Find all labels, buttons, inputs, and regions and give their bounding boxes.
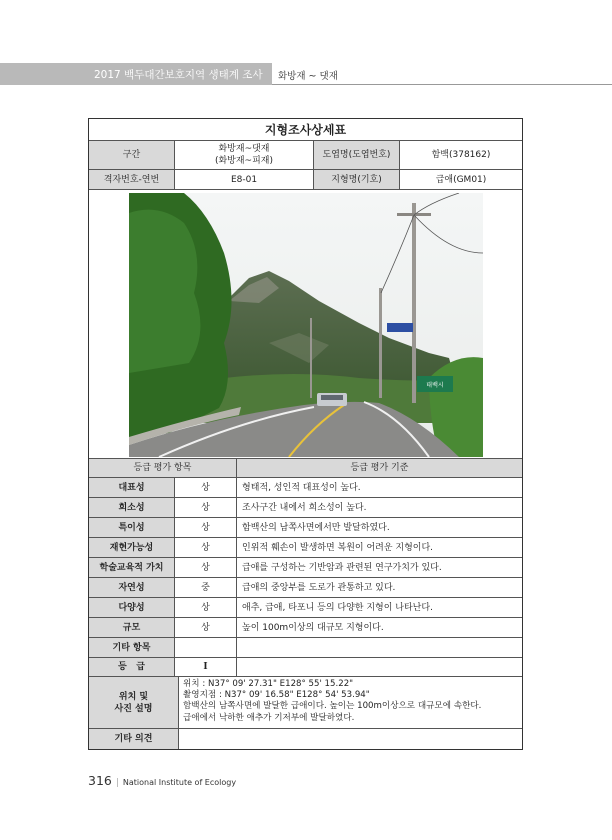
grade-criteria: 인위적 훼손이 발생하면 복원이 어려운 지형이다. bbox=[242, 542, 434, 553]
landform-label: 지형명(기호) bbox=[314, 170, 400, 189]
grade-criteria-header: 등급 평가 기준 bbox=[237, 459, 522, 477]
grade-criteria bbox=[237, 638, 522, 657]
landform-survey-table bbox=[88, 118, 523, 750]
section-value bbox=[175, 141, 314, 169]
location-label bbox=[89, 677, 179, 728]
grade-value: 중 bbox=[175, 578, 237, 597]
grid-row bbox=[89, 170, 522, 190]
grade-item: 재현가능성 bbox=[89, 538, 175, 557]
header-subtitle: 화방재 ~ 댓재 bbox=[278, 71, 338, 82]
location-line: 함백산의 남쪽사면에 발달한 급애이다. 높이는 100m이상으로 대규모에 속한다. bbox=[183, 701, 482, 712]
page-number: 316 bbox=[88, 773, 112, 788]
other-opinion-label: 기타 의견 bbox=[89, 729, 179, 749]
left-trees-highlight bbox=[129, 210, 200, 373]
grade-value: 상 bbox=[175, 498, 237, 517]
section-value-line2: (화방재~피재) bbox=[214, 156, 274, 166]
table-title: 지형조사상세표 bbox=[264, 122, 347, 137]
table-row bbox=[89, 618, 522, 638]
road-cliff-photo bbox=[129, 193, 483, 457]
grid-value: E8-01 bbox=[175, 170, 314, 189]
location-row bbox=[89, 677, 522, 729]
grade-item: 자연성 bbox=[89, 578, 175, 597]
grade-value: 상 bbox=[175, 478, 237, 497]
section-value-line1: 화방재~댓재 bbox=[218, 144, 270, 154]
grade-item: 대표성 bbox=[89, 478, 175, 497]
running-header bbox=[0, 63, 612, 85]
map-sheet-value: 함백(378162) bbox=[431, 150, 491, 160]
table-row bbox=[89, 658, 522, 677]
grade-value: I bbox=[175, 658, 237, 676]
utility-pole-1 bbox=[412, 203, 416, 403]
grade-value: 상 bbox=[175, 598, 237, 617]
grade-criteria: 급애의 중앙부를 도로가 관통하고 있다. bbox=[242, 582, 396, 593]
grade-criteria: 조사구간 내에서 희소성이 높다. bbox=[242, 502, 367, 513]
grade-item: 희소성 bbox=[89, 498, 175, 517]
location-label-line2: 사진 설명 bbox=[114, 703, 153, 714]
utility-pole-2 bbox=[379, 288, 382, 398]
grade-item: 특이성 bbox=[89, 518, 175, 537]
grade-header-row bbox=[89, 459, 522, 478]
table-row bbox=[89, 498, 522, 518]
grade-value: 상 bbox=[175, 518, 237, 537]
map-sheet-label: 도엽명(도엽번호) bbox=[314, 141, 400, 169]
grade-items-header: 등급 평가 항목 bbox=[89, 459, 237, 477]
location-line: 촬영지점 : N37° 09' 16.58" E128° 54' 53.94" bbox=[183, 690, 370, 701]
location-line: 위치 : N37° 09' 27.31" E128° 55' 15.22" bbox=[183, 679, 354, 689]
grade-value bbox=[175, 638, 237, 657]
section-row bbox=[89, 141, 522, 170]
table-row bbox=[89, 478, 522, 498]
grade-item: 규모 bbox=[89, 618, 175, 637]
grade-criteria: 높이 100m이상의 대규모 지형이다. bbox=[242, 622, 384, 633]
grade-item: 학술교육적 가치 bbox=[89, 558, 175, 577]
grade-item: 다양성 bbox=[89, 598, 175, 617]
road-sign-text: 태백시 bbox=[426, 382, 444, 389]
header-rule bbox=[272, 84, 612, 85]
grade-criteria: 애추, 급애, 타포니 등의 다양한 지형이 나타난다. bbox=[242, 602, 433, 613]
table-row bbox=[89, 598, 522, 618]
grade-criteria: 형태적, 성인적 대표성이 높다. bbox=[242, 482, 361, 493]
other-opinion-row bbox=[89, 729, 522, 749]
grid-label: 격자번호-연번 bbox=[89, 170, 175, 189]
table-row bbox=[89, 518, 522, 538]
car-window bbox=[321, 395, 343, 400]
section-label: 구간 bbox=[89, 141, 175, 169]
grade-value: 상 bbox=[175, 618, 237, 637]
table-row bbox=[89, 558, 522, 578]
grade-criteria: 급애를 구성하는 기반암과 관련된 연구가치가 있다. bbox=[242, 562, 442, 573]
location-label-line1: 위치 및 bbox=[118, 691, 149, 702]
other-opinion-value bbox=[179, 729, 522, 749]
page-footer bbox=[88, 773, 236, 788]
footer-organization: National Institute of Ecology bbox=[122, 778, 237, 787]
grade-item: 등 급 bbox=[89, 658, 175, 676]
blue-sign bbox=[387, 323, 413, 332]
table-row bbox=[89, 638, 522, 658]
grade-item: 기타 항목 bbox=[89, 638, 175, 657]
utility-pole-3 bbox=[310, 318, 312, 398]
footer-separator: | bbox=[115, 778, 119, 788]
location-description bbox=[179, 677, 522, 728]
table-row bbox=[89, 578, 522, 598]
landform-photo bbox=[129, 193, 483, 457]
grade-criteria bbox=[237, 658, 522, 676]
table-row bbox=[89, 538, 522, 558]
header-title: 2017 백두대간보호지역 생태계 조사 bbox=[94, 69, 263, 81]
grade-value: 상 bbox=[175, 538, 237, 557]
photo-row bbox=[89, 190, 522, 459]
table-title-row bbox=[89, 119, 522, 141]
grade-criteria: 함백산의 남쪽사면에서만 발달하였다. bbox=[242, 522, 390, 533]
grade-value: 상 bbox=[175, 558, 237, 577]
landform-value: 급애(GM01) bbox=[435, 174, 487, 185]
location-line: 급애에서 낙하한 애추가 기저부에 발달하였다. bbox=[183, 712, 355, 723]
